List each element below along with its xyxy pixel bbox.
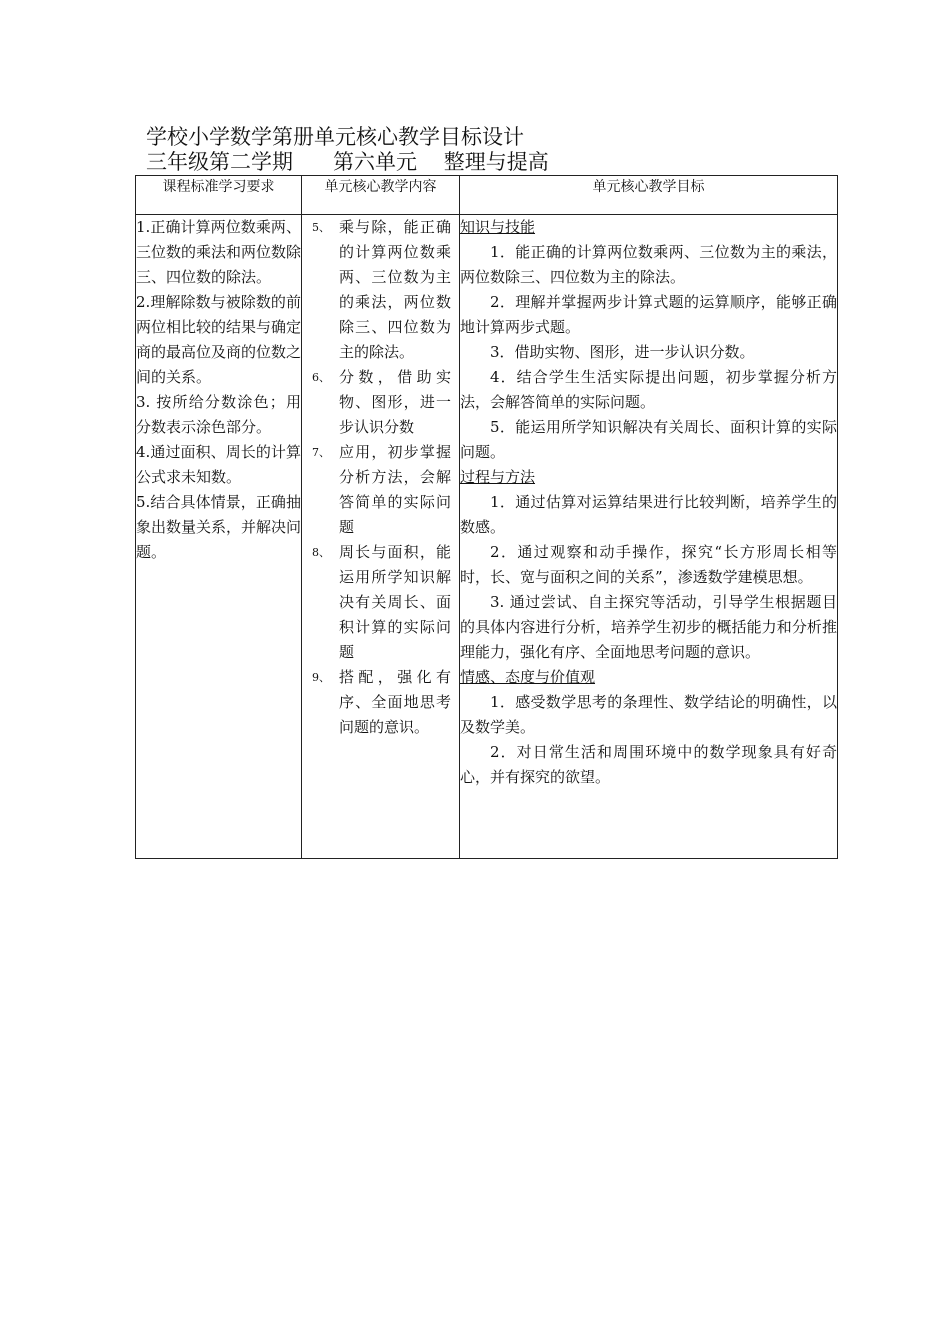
content-text: 乘与除，能正确的计算两位数乘两、三位数为主的乘法，两位数除三、四位数为主的除法。 [339, 218, 451, 361]
goal-item: 2．对日常生活和周围环境中的数学现象具有好奇心，并有探究的欲望。 [460, 743, 837, 786]
content-item [302, 440, 459, 540]
requirement-item: 3. 按所给分数涂色；用分数表示涂色部分。 [136, 393, 301, 436]
goal-section-heading: 过程与方法 [460, 468, 536, 486]
content-text: 搭配，强化有序、全面地思考问题的意识。 [339, 668, 451, 736]
content-item [302, 215, 459, 365]
content-number: 8、 [312, 546, 330, 559]
goal-item: 2．通过观察和动手操作，探究“长方形周长相等时，长、宽与面积之间的关系”，渗透数学建模思想。 [460, 543, 837, 586]
table-body-row [136, 215, 838, 859]
content-number: 5、 [312, 221, 330, 234]
requirement-item: 1.正确计算两位数乘两、三位数的乘法和两位数除三、四位数的除法。 [136, 218, 302, 286]
goals-cell [460, 215, 838, 859]
content-number: 7、 [312, 446, 330, 459]
requirement-item: 5.结合具体情景，正确抽象出数量关系，并解决问题。 [136, 493, 302, 561]
goal-section-heading: 情感、态度与价值观 [460, 668, 596, 686]
requirements-cell [136, 215, 302, 859]
content-item [302, 665, 459, 740]
objectives-table [135, 175, 838, 859]
content-item [302, 365, 459, 440]
header-contents: 单元核心教学内容 [302, 176, 460, 215]
header-requirements: 课程标准学习要求 [136, 176, 302, 215]
content-item [302, 540, 459, 665]
content-text: 分数，借助实物、图形，进一步认识分数 [339, 368, 451, 436]
goal-item: 1．能正确的计算两位数乘两、三位数为主的乘法，两位数除三、四位数为主的除法。 [460, 243, 837, 286]
requirement-item: 4.通过面积、周长的计算公式求未知数。 [136, 443, 301, 486]
requirement-item: 2.理解除数与被除数的前两位相比较的结果与确定商的最高位及商的位数之间的关系。 [136, 293, 302, 386]
goal-item: 4．结合学生生活实际提出问题，初步掌握分析方法，会解答简单的实际问题。 [460, 368, 837, 411]
content-number: 6、 [312, 371, 330, 384]
goal-item: 3. 通过尝试、自主探究等活动，引导学生根据题目的具体内容进行分析，培养学生初步的概括能力和分析推理能力，强化有序、全面地思考问题的意识。 [460, 593, 837, 661]
content-number: 9、 [312, 671, 330, 684]
document-title: 学校小学数学第册单元核心教学目标设计 [146, 125, 524, 149]
goal-item: 3．借助实物、图形，进一步认识分数。 [490, 343, 755, 361]
content-text: 周长与面积，能运用所学知识解决有关周长、面积计算的实际问题 [339, 543, 451, 661]
document-subtitle: 三年级第二学期 第六单元 整理与提高 [146, 150, 549, 174]
goal-item: 2．理解并掌握两步计算式题的运算顺序，能够正确地计算两步式题。 [460, 293, 837, 336]
table-header-row [136, 176, 838, 215]
goal-item: 5．能运用所学知识解决有关周长、面积计算的实际问题。 [460, 418, 837, 461]
contents-cell [302, 215, 460, 859]
goal-item: 1．通过估算对运算结果进行比较判断，培养学生的数感。 [460, 493, 837, 536]
content-text: 应用，初步掌握分析方法，会解答简单的实际问题 [339, 443, 451, 536]
goal-section-heading: 知识与技能 [460, 218, 536, 236]
goal-item: 1．感受数学思考的条理性、数学结论的明确性，以及数学美。 [460, 693, 837, 736]
header-goals: 单元核心教学目标 [460, 176, 838, 215]
